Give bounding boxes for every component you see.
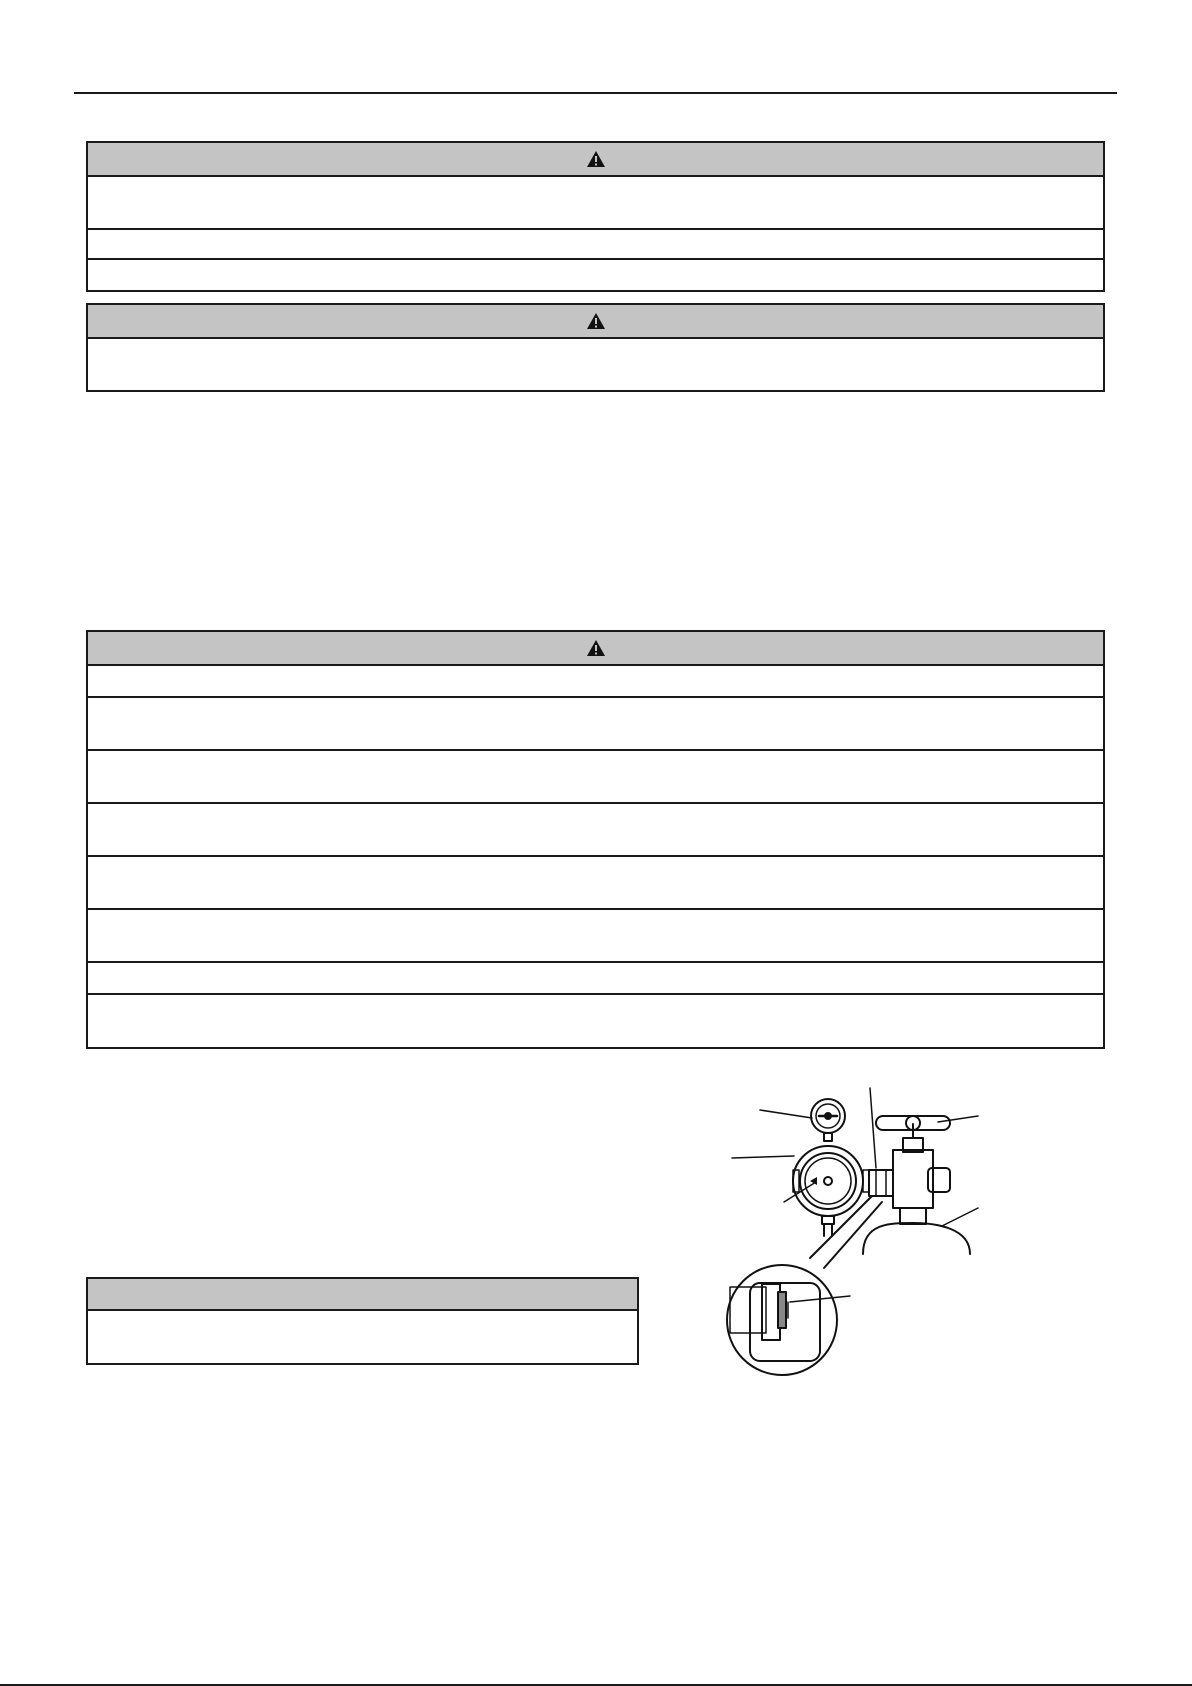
warning-box-3-row (88, 995, 1103, 1047)
warning-box-3-row (88, 698, 1103, 751)
warning-triangle-icon (586, 312, 606, 330)
warning-triangle-icon (586, 639, 606, 657)
warning-box-3 (86, 630, 1105, 1049)
warning-box-3-row (88, 666, 1103, 698)
notice-box-row (88, 1311, 637, 1363)
notice-box-header (88, 1279, 637, 1311)
header-rule (74, 92, 1117, 94)
connector-nut-icon (869, 1170, 893, 1196)
warning-box-3-row (88, 910, 1103, 963)
warning-box-3-row (88, 751, 1103, 804)
gas-cylinder-regulator-illustration (700, 1078, 1020, 1378)
warning-box-3-header (88, 632, 1103, 666)
warning-box-1-header (88, 143, 1103, 177)
warning-box-3-row (88, 857, 1103, 910)
warning-box-1-row (88, 177, 1103, 230)
warning-triangle-icon (586, 150, 606, 168)
pressure-gauge-icon (811, 1099, 845, 1141)
notice-box (86, 1277, 639, 1365)
warning-box-2-row (88, 339, 1103, 390)
regulator-icon (793, 1146, 869, 1236)
warning-box-1-row (88, 260, 1103, 290)
warning-box-2 (86, 303, 1105, 392)
washer-detail-icon (727, 1265, 837, 1375)
warning-box-1-row (88, 230, 1103, 260)
warning-box-3-row (88, 804, 1103, 857)
warning-box-1 (86, 141, 1105, 292)
warning-box-2-header (88, 305, 1103, 339)
warning-box-3-row (88, 963, 1103, 995)
cylinder-icon (863, 1223, 970, 1254)
